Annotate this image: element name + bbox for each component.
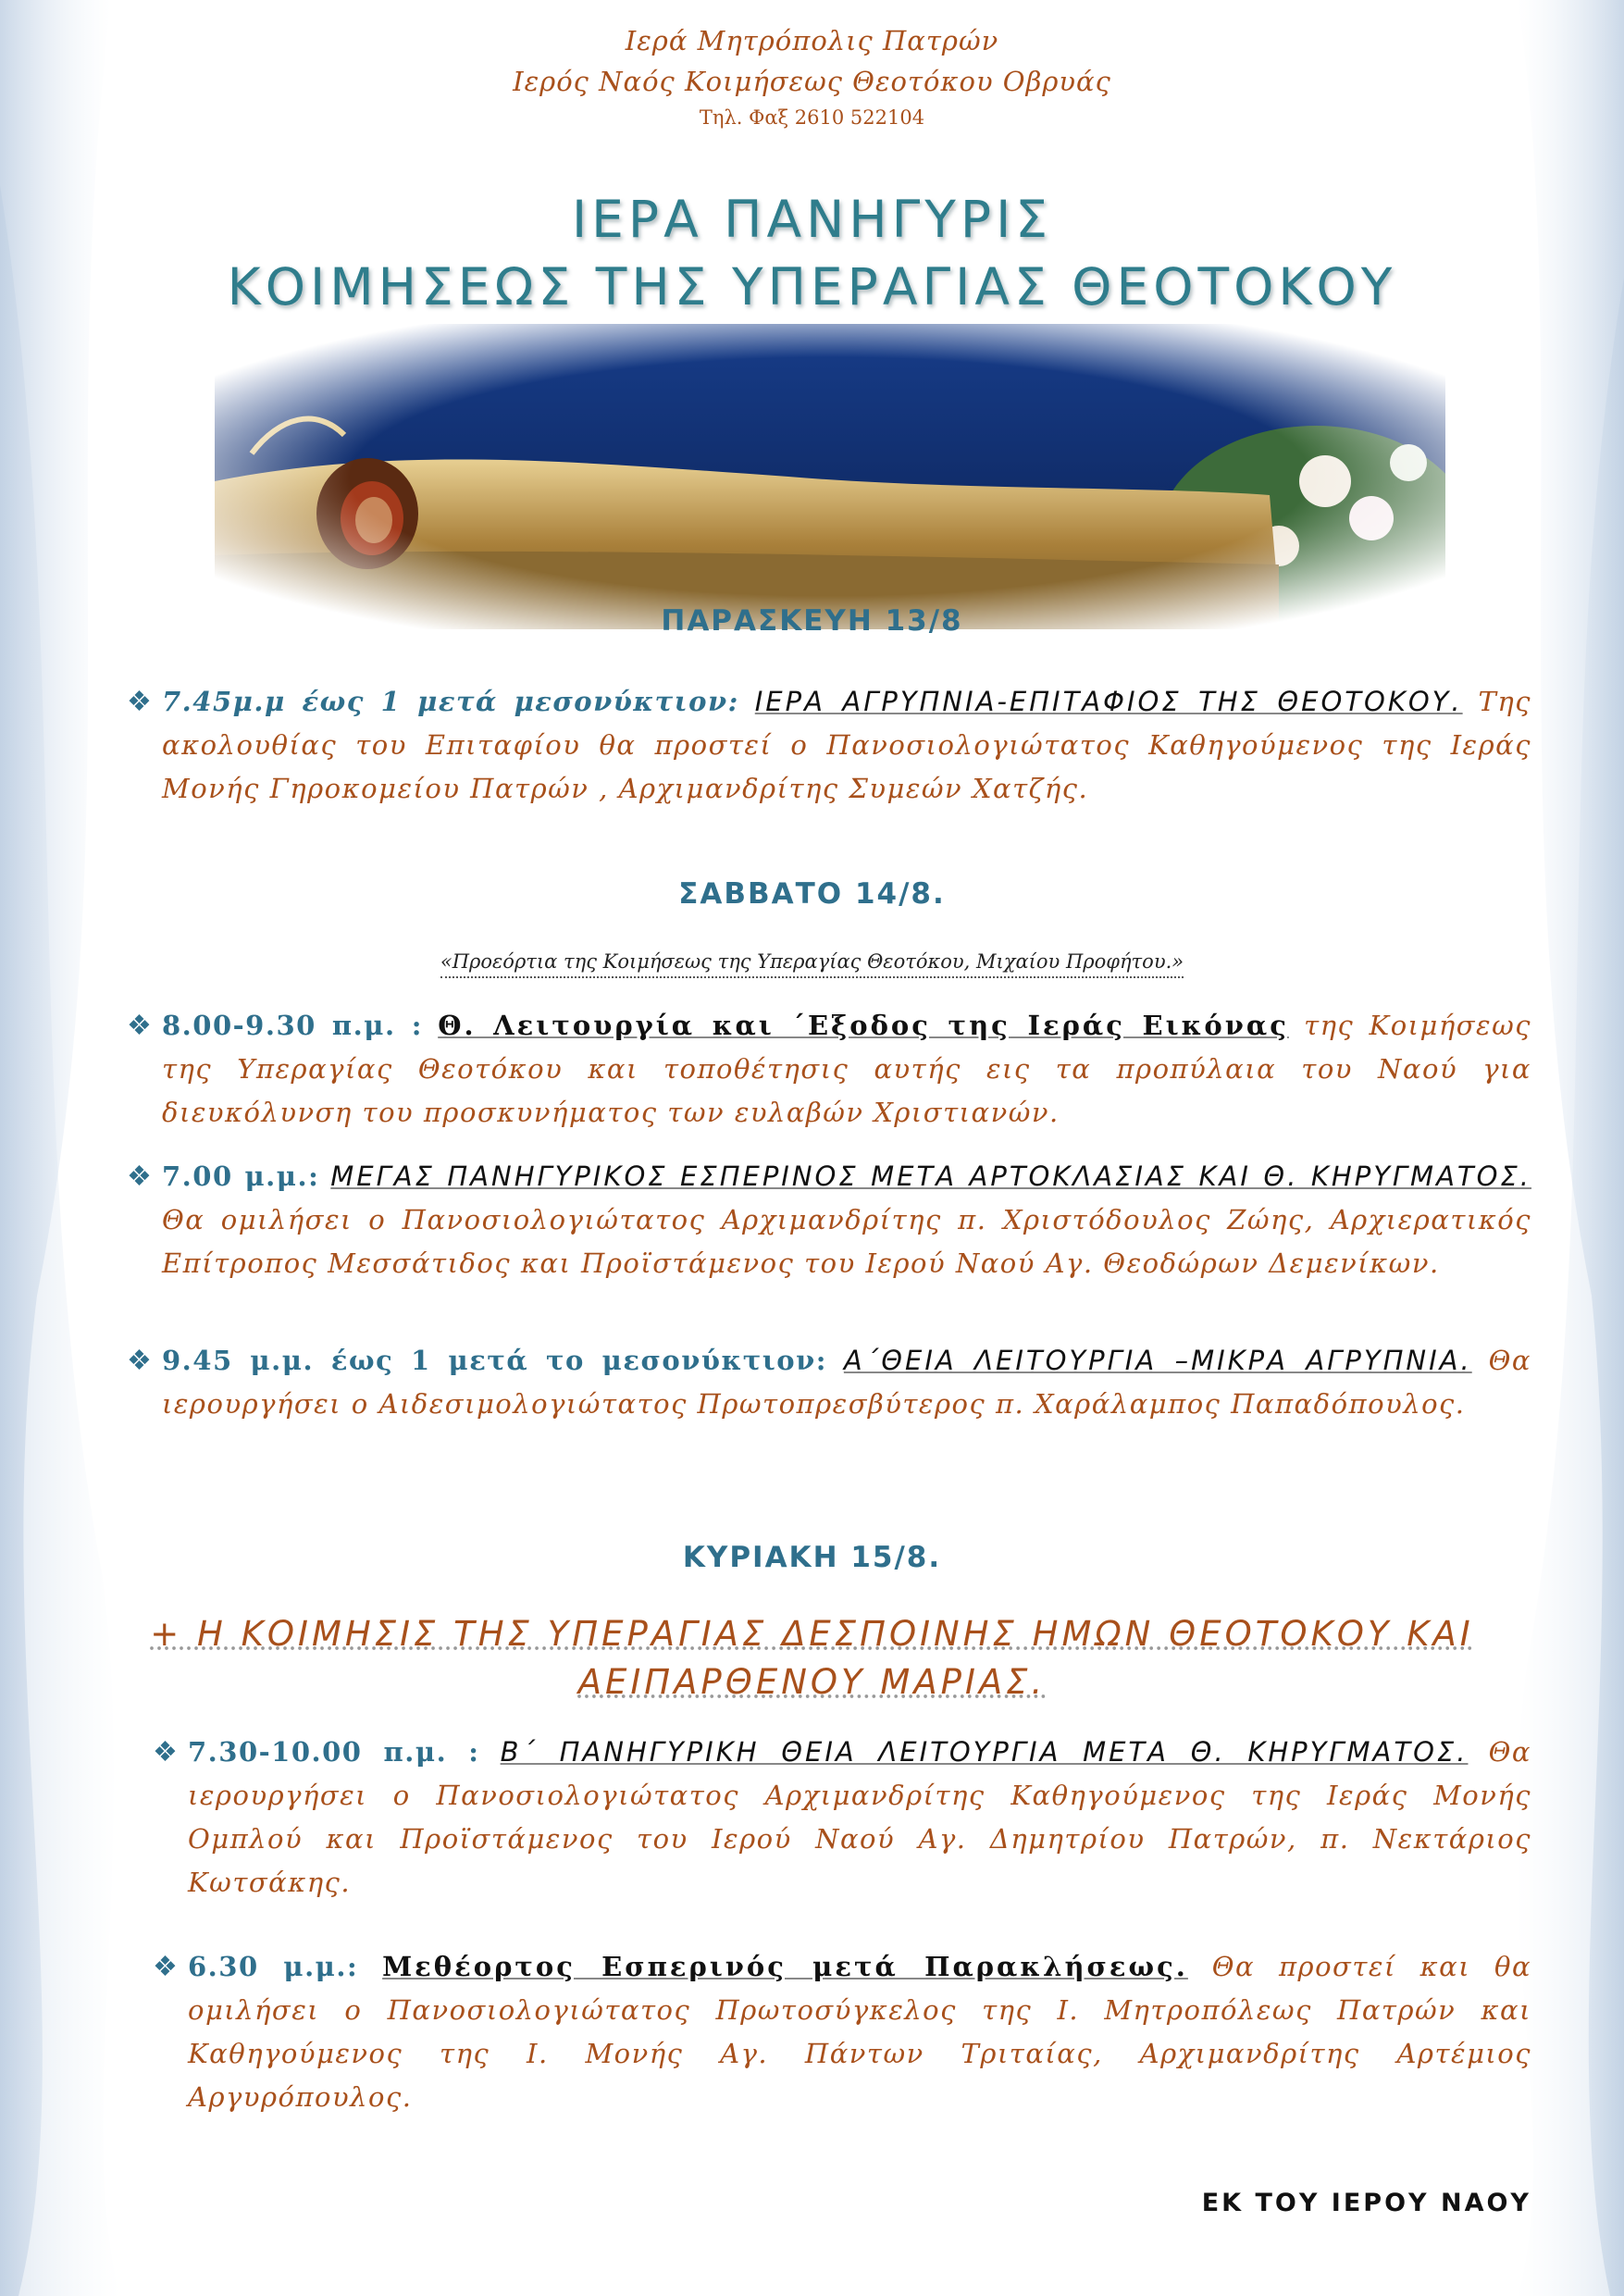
feast-title — [0, 1610, 1624, 1706]
title-line-2: ΚΟΙΜΗΣΕΩΣ ΤΗΣ ΥΠΕΡΑΓΙΑΣ ΘΕΟΤΟΚΟΥ — [227, 257, 1397, 316]
entry-heading: ΜΕΓΑΣ ΠΑΝΗΓΥΡΙΚΟΣ ΕΣΠΕΡΙΝΟΣ ΜΕΤΑ ΑΡΤΟΚΛΑΣΙΑΣ ΚΑΙ Θ. ΚΗΡΥΓΜΑΤΟΣ. — [330, 1160, 1532, 1192]
entry-heading: ΙΕΡΑ ΑΓΡΥΠΝΙΑ-ΕΠΙΤΑΦΙΟΣ ΤΗΣ ΘΕΟΤΟΚΟΥ. — [754, 686, 1463, 717]
entry-description: Θα ιερουργήσει ο Πανοσιολογιώτατος Αρχιμανδρίτης Καθηγούμενος της Ιεράς Μονής Ομπλού και Προϊστάμενος του Ιερού Ναού Αγ. Δημητρίου Πατρών, π. Νεκτάριος Κωτσάκης. — [188, 1736, 1532, 1898]
entry-time: 6.30 μ.μ.: — [188, 1951, 359, 1982]
day-friday: ΠΑΡΑΣΚΕΥΗ 13/8 — [661, 604, 963, 638]
entry-description: Της ακολουθίας του Επιταφίου θα προστεί ο Πανοσιολογιώτατος Καθηγούμενος της Ιεράς Μονής Γηροκομείου Πατρών , Αρχιμανδρίτης Συμεών Χατζής. — [162, 686, 1531, 804]
entry-heading: Α΄ΘΕΙΑ ΛΕΙΤΟΥΡΓΙΑ –ΜΙΚΡΑ ΑΓΡΥΠΝΙΑ. — [843, 1345, 1472, 1376]
feast-commemoration — [0, 950, 1624, 973]
entry-description: της Κοιμήσεως της Υπεραγίας Θεοτόκου και τοποθέτησις αυτής εις τα προπύλαια του Ναού για διευκόλυνση του προσκυνήματος των ευλαβών Χριστιανών. — [162, 1010, 1532, 1128]
header-metropolis: Ιερά Μητρόπολις Πατρών — [625, 25, 999, 56]
sunday-entry-1 — [153, 1731, 1532, 1905]
diamond-bullet-icon: ❖ — [153, 1736, 180, 1769]
header-phone: Τηλ. Φαξ 2610 522104 — [699, 106, 925, 129]
day-saturday: ΣΑΒΒΑΤΟ 14/8. — [678, 877, 946, 911]
saturday-entry-3 — [127, 1339, 1531, 1426]
header — [0, 20, 1624, 133]
diamond-bullet-icon: ❖ — [127, 1160, 154, 1193]
entry-heading: Θ. Λειτουργία και ΄Εξοδος της Ιεράς Εικόνας — [438, 1010, 1289, 1041]
entry-time: 9.45 μ.μ. έως 1 μετά το μεσονύκτιον: — [162, 1345, 827, 1376]
day-sunday: ΚΥΡΙΑΚΗ 15/8. — [682, 1541, 942, 1574]
footer-signature: ΕΚ ΤΟΥ ΙΕΡΟΥ ΝΑΟΥ — [1201, 2189, 1531, 2217]
entry-time: 7.00 μ.μ.: — [162, 1160, 320, 1192]
entry-description: Θα ομιλήσει ο Πανοσιολογιώτατος Αρχιμανδρίτης π. Χριστόδουλος Ζώης, Αρχιερατικός Επίτροπος Μεσσάτιδος και Προϊστάμενος του Ιερού Ναού Αγ. Θεοδώρων Δεμενίκων. — [162, 1204, 1531, 1279]
entry-description: Θα προστεί και θα ομιλήσει ο Πανοσιολογιώτατος Πρωτοσύγκελος της Ι. Μητροπόλεως Πατρών και Καθηγούμενος της Ι. Μονής Αγ. Πάντων Τριταίας, Αρχιμανδρίτης Αρτέμιος Αργυρόπουλος. — [188, 1951, 1532, 2113]
feast-title-line-2: ΑΕΙΠΑΡΘΕΝΟΥ ΜΑΡΙΑΣ. — [577, 1662, 1047, 1702]
entry-heading: Β΄ ΠΑΝΗΓΥΡΙΚΗ ΘΕΙΑ ΛΕΙΤΟΥΡΓΙΑ ΜΕΤΑ Θ. ΚΗΡΥΓΜΑΤΟΣ. — [500, 1736, 1469, 1768]
diamond-bullet-icon: ❖ — [127, 1345, 154, 1377]
saturday-entry-1 — [127, 1004, 1532, 1135]
entry-time: 7.30-10.00 π.μ. : — [188, 1736, 480, 1768]
saturday-entry-2 — [127, 1155, 1532, 1285]
commemoration-text: «Προεόρτια της Κοιμήσεως της Υπεραγίας Θεοτόκου, Μιχαίου Προφήτου.» — [440, 950, 1184, 978]
diamond-bullet-icon: ❖ — [153, 1951, 180, 1983]
diamond-bullet-icon: ❖ — [127, 1010, 154, 1042]
dormition-icon-image — [215, 324, 1445, 629]
entry-time: 8.00-9.30 π.μ. : — [162, 1010, 423, 1041]
feast-title-line-1: + Η ΚΟΙΜΗΣΙΣ ΤΗΣ ΥΠΕΡΑΓΙΑΣ ΔΕΣΠΟΙΝΗΣ ΗΜΩΝ ΘΕΟΤΟΚΟΥ ΚΑΙ — [150, 1614, 1474, 1654]
sunday-entry-2 — [153, 1945, 1532, 2119]
diamond-bullet-icon: ❖ — [127, 686, 154, 718]
title-line-1: ΙΕΡΑ ΠΑΝΗΓΥΡΙΣ — [571, 190, 1053, 249]
entry-time: 7.45μ.μ έως 1 μετά μεσονύκτιον: — [162, 686, 739, 717]
header-church: Ιερός Ναός Κοιμήσεως Θεοτόκου Οβρυάς — [513, 66, 1111, 97]
friday-entry-1 — [127, 680, 1531, 811]
entry-description: Θα ιερουργήσει ο Αιδεσιμολογιώτατος Πρωτοπρεσβύτερος π. Χαράλαμπος Παπαδόπουλος. — [162, 1345, 1531, 1420]
entry-heading: Μεθέορτος Εσπερινός μετά Παρακλήσεως. — [382, 1951, 1188, 1982]
